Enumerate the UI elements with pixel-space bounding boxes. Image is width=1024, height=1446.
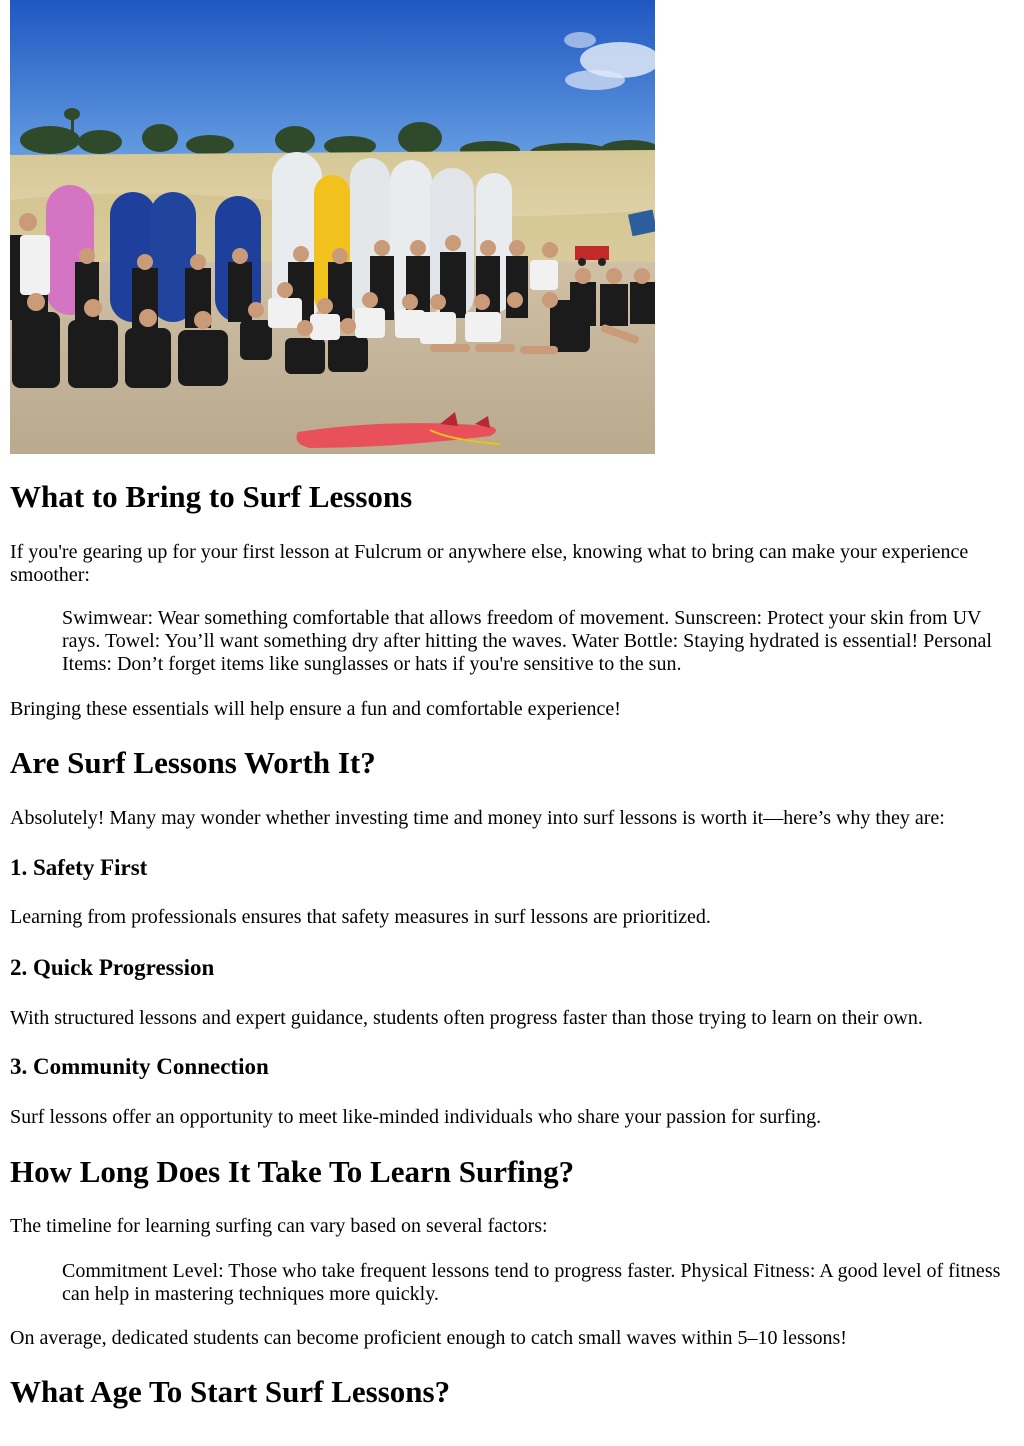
point-title-safety: 1. Safety First [10,855,148,880]
heading-what-age: What Age To Start Surf Lessons? [10,1374,451,1409]
worth-intro: Absolutely! Many may wonder whether investing time and money into surf lessons is worth it—here’s why they are: [10,807,945,829]
photo-illustration [10,0,655,454]
bring-list: Swimwear: Wear something comfortable that allows freedom of movement. Sunscreen: Protect your skin from UV rays. Towel: You’ll want something dry after hitting the waves. Water Bottle: Staying hydrated is essential! Personal Items: Don’t forget items like sunglasses or hats if you're sensitive to the sun. [62,607,992,675]
point-text-progression: With structured lessons and expert guidance, students often progress faster than those trying to learn on their own. [10,1007,923,1029]
point-text-safety: Learning from professionals ensures that safety measures in surf lessons are prioritized. [10,906,711,928]
heading-what-to-bring: What to Bring to Surf Lessons [10,479,413,514]
heading-worth-it: Are Surf Lessons Worth It? [10,745,376,780]
point-title-progression: 2. Quick Progression [10,955,215,980]
bring-outro: Bringing these essentials will help ensure a fun and comfortable experience! [10,698,621,720]
time-outro: On average, dedicated students can become proficient enough to catch small waves within 5–10 lessons! [10,1327,847,1349]
heading-how-long: How Long Does It Take To Learn Surfing? [10,1154,575,1189]
time-list: Commitment Level: Those who take frequent lessons tend to progress faster. Physical Fitness: A good level of fitness can help in mastering techniques more quickly. [62,1260,1001,1305]
article [10,0,1014,1409]
surf-group-photo [10,0,655,454]
point-text-community: Surf lessons offer an opportunity to meet like-minded individuals who share your passion for surfing. [10,1106,822,1128]
time-intro: The timeline for learning surfing can vary based on several factors: [10,1215,548,1237]
point-title-community: 3. Community Connection [10,1054,269,1079]
bring-intro: If you're gearing up for your first lesson at Fulcrum or anywhere else, knowing what to bring can make your experience smoother: [10,541,969,586]
